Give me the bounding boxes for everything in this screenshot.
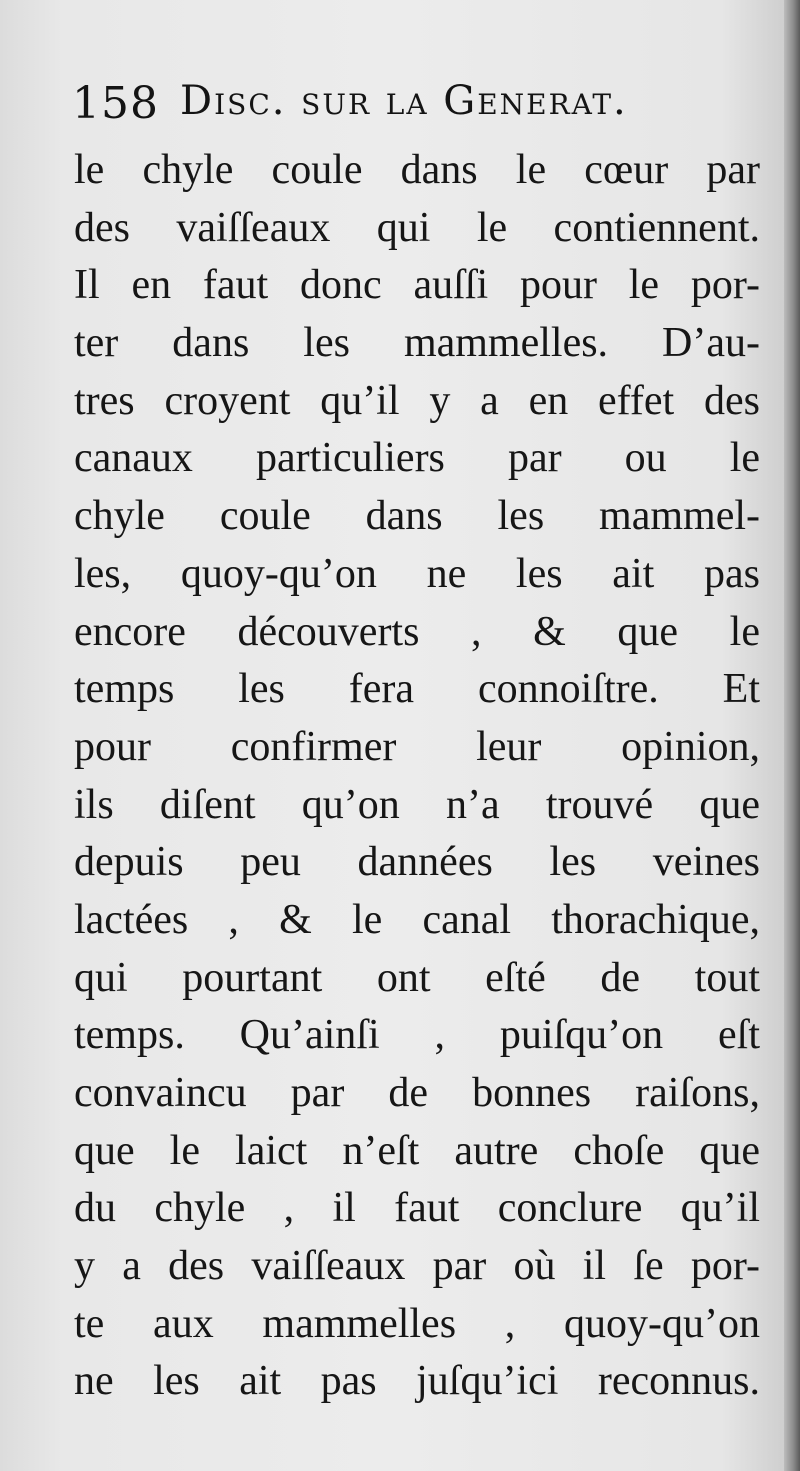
text-line: ter dans les mammelles. D’au- [74,320,760,367]
text-line: qui pourtant ont eſté de tout [74,954,760,1001]
page-header [72,78,762,134]
text-line: Il en faut donc auſſi pour le por- [74,262,760,309]
text-line: depuis peu dannées les veines [74,839,760,886]
text-line: y a des vaiſſeaux par où il ſe por- [74,1243,760,1290]
book-gutter [784,0,800,1471]
text-line: te aux mammelles , quoy-qu’on [74,1300,760,1347]
text-line: lactées , & le canal thorachique, [74,896,760,943]
text-line: encore découverts , & que le [74,608,760,655]
text-line: que le laict n’eſt autre choſe que [74,1127,760,1174]
text-line: canaux particuliers par ou le [74,435,760,482]
text-line: des vaiſſeaux qui le contiennent. [74,204,760,251]
text-line: ne les ait pas juſqu’ici reconnus. [74,1358,760,1405]
text-line: chyle coule dans les mammel- [74,493,760,540]
text-line: convaincu par de bonnes raiſons, [74,1070,760,1116]
page-number: 158 [72,78,159,129]
running-head: Disc. sur la Generat. [180,78,628,124]
text-line: temps. Qu’ainſi , puiſqu’on eſt [74,1012,760,1059]
text-line: temps les fera connoiſtre. Et [74,666,760,713]
text-line: tres croyent qu’il y a en effet des [74,377,760,424]
body-text [74,142,760,1411]
text-line: du chyle , il faut conclure qu’il [74,1185,760,1232]
text-line: les, quoy-qu’on ne les ait pas [74,550,760,597]
text-line: ils diſent qu’on n’a trouvé que [74,781,760,828]
text-line: pour confirmer leur opinion, [74,723,760,770]
text-line: le chyle coule dans le cœur par [74,147,760,193]
